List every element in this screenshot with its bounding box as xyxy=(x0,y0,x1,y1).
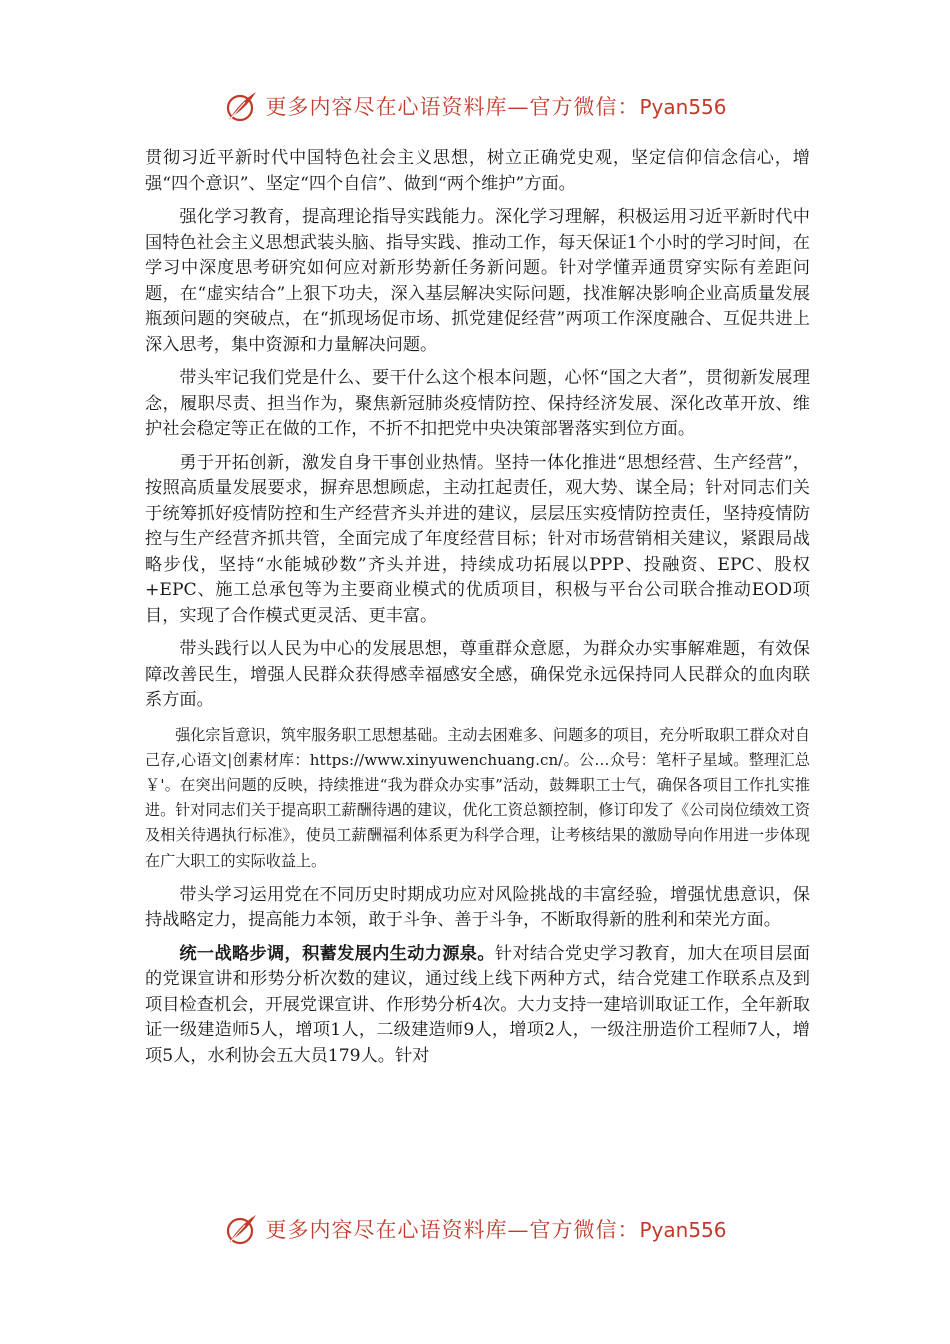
paragraph-lead-bold: 统一战略步调，积蓄发展内生动力源泉。 xyxy=(179,943,495,964)
quill-logo-icon xyxy=(223,1211,259,1247)
banner-text: 更多内容尽在心语资料库—官方微信：Pyan556 xyxy=(265,1218,727,1242)
paragraph: 带头学习运用党在不同历史时期成功应对风险挑战的丰富经验，增强忧患意识，保持战略定力，提高能力本领，敢于斗争、善于斗争，不断取得新的胜利和荣光方面。 xyxy=(145,884,810,931)
header-banner xyxy=(0,84,950,128)
banner-wechat-id: Pyan556 xyxy=(639,1218,727,1242)
banner-wechat-id: Pyan556 xyxy=(639,95,727,119)
paragraph xyxy=(145,942,810,1070)
paragraph-small: 强化宗旨意识，筑牢服务职工思想基础。主动去困难多、问题多的项目，充分听取职工群众对自己存,心语文|创素材库：https://www.xinyuwenchuang.cn/。公…众号：笔杆子星域。整理汇总￥'。在突出问题的反映，持续推进“我为群众办实事”活动，鼓舞职工士气，确保各项目工作扎实推进。针对同志们关于提高职工薪酬待遇的建议，优化工资总额控制，修订印发了《公司岗位绩效工资及相关待遇执行标准》，使员工薪酬福利体系更为科学合理，让考核结果的激励导向作用进一步体现在广大职工的实际收益上。 xyxy=(145,725,810,870)
paragraph: 勇于开拓创新，激发自身干事创业热情。坚持一体化推进“思想经营、生产经营”，按照高质量发展要求，摒弃思想顾虑，主动扛起责任，观大势、谋全局；针对同志们关于统筹抓好疫情防控和生产经营齐头并进的建议，层层压实疫情防控责任，坚持疫情防控与生产经营齐抓共管，全面完成了年度经营目标；针对市场营销相关建议，紧跟局战略步伐，坚持“水能城砂数”齐头并进，持续成功拓展以PPP、投融资、EPC、股权+EPC、施工总承包等为主要商业模式的优质项目，积极与平台公司联合推动EOD项目，实现了合作模式更灵活、更丰富。 xyxy=(145,452,810,626)
paragraph: 带头践行以人民为中心的发展思想，尊重群众意愿，为群众办实事解难题，有效保障改善民生，增强人民群众获得感幸福感安全感，确保党永远保持同人民群众的血肉联系方面。 xyxy=(145,639,810,710)
paragraph: 强化学习教育，提高理论指导实践能力。深化学习理解，积极运用习近平新时代中国特色社会主义思想武装头脑、指导实践、推动工作，每天保证1个小时的学习时间，在学习中深度思考研究如何应对新形势新任务新问题。针对学懂弄通贯穿实际有差距问题，在“虚实结合”上狠下功夫，深入基层解决实际问题，找准解决影响企业高质量发展瓶颈问题的突破点，在“抓现场促市场、抓党建促经营”两项工作深度融合、互促共进上深入思考，集中资源和力量解决问题。 xyxy=(145,207,810,355)
paragraph: 贯彻习近平新时代中国特色社会主义思想，树立正确党史观，坚定信仰信念信心，增强“四个意识”、坚定“四个自信”、做到“两个维护”方面。 xyxy=(145,148,810,194)
paragraph: 带头牢记我们党是什么、要干什么这个根本问题，心怀“国之大者”，贯彻新发展理念，履职尽责、担当作为，聚焦新冠肺炎疫情防控、保持经济发展、深化改革开放、维护社会稳定等正在做的工作，不折不扣把党中央决策部署落实到位方面。 xyxy=(145,368,810,439)
banner-text: 更多内容尽在心语资料库—官方微信：Pyan556 xyxy=(265,95,727,119)
document-body xyxy=(145,146,810,1069)
quill-logo-icon xyxy=(223,88,259,124)
paragraph-body: 针对结合党史学习教育，加大在项目层面的党课宣讲和形势分析次数的建议，通过线上线下两种方式，结合党建工作联系点及到项目检查机会，开展党课宣讲、作形势分析4次。大力支持一建培训取证工作，全年新取证一级建造师5人，增项1人，二级建造师9人，增项2人，一级注册造价工程师7人，增项5人，水利协会五大员179人。针对 xyxy=(145,943,810,1066)
footer-banner xyxy=(0,1207,950,1251)
